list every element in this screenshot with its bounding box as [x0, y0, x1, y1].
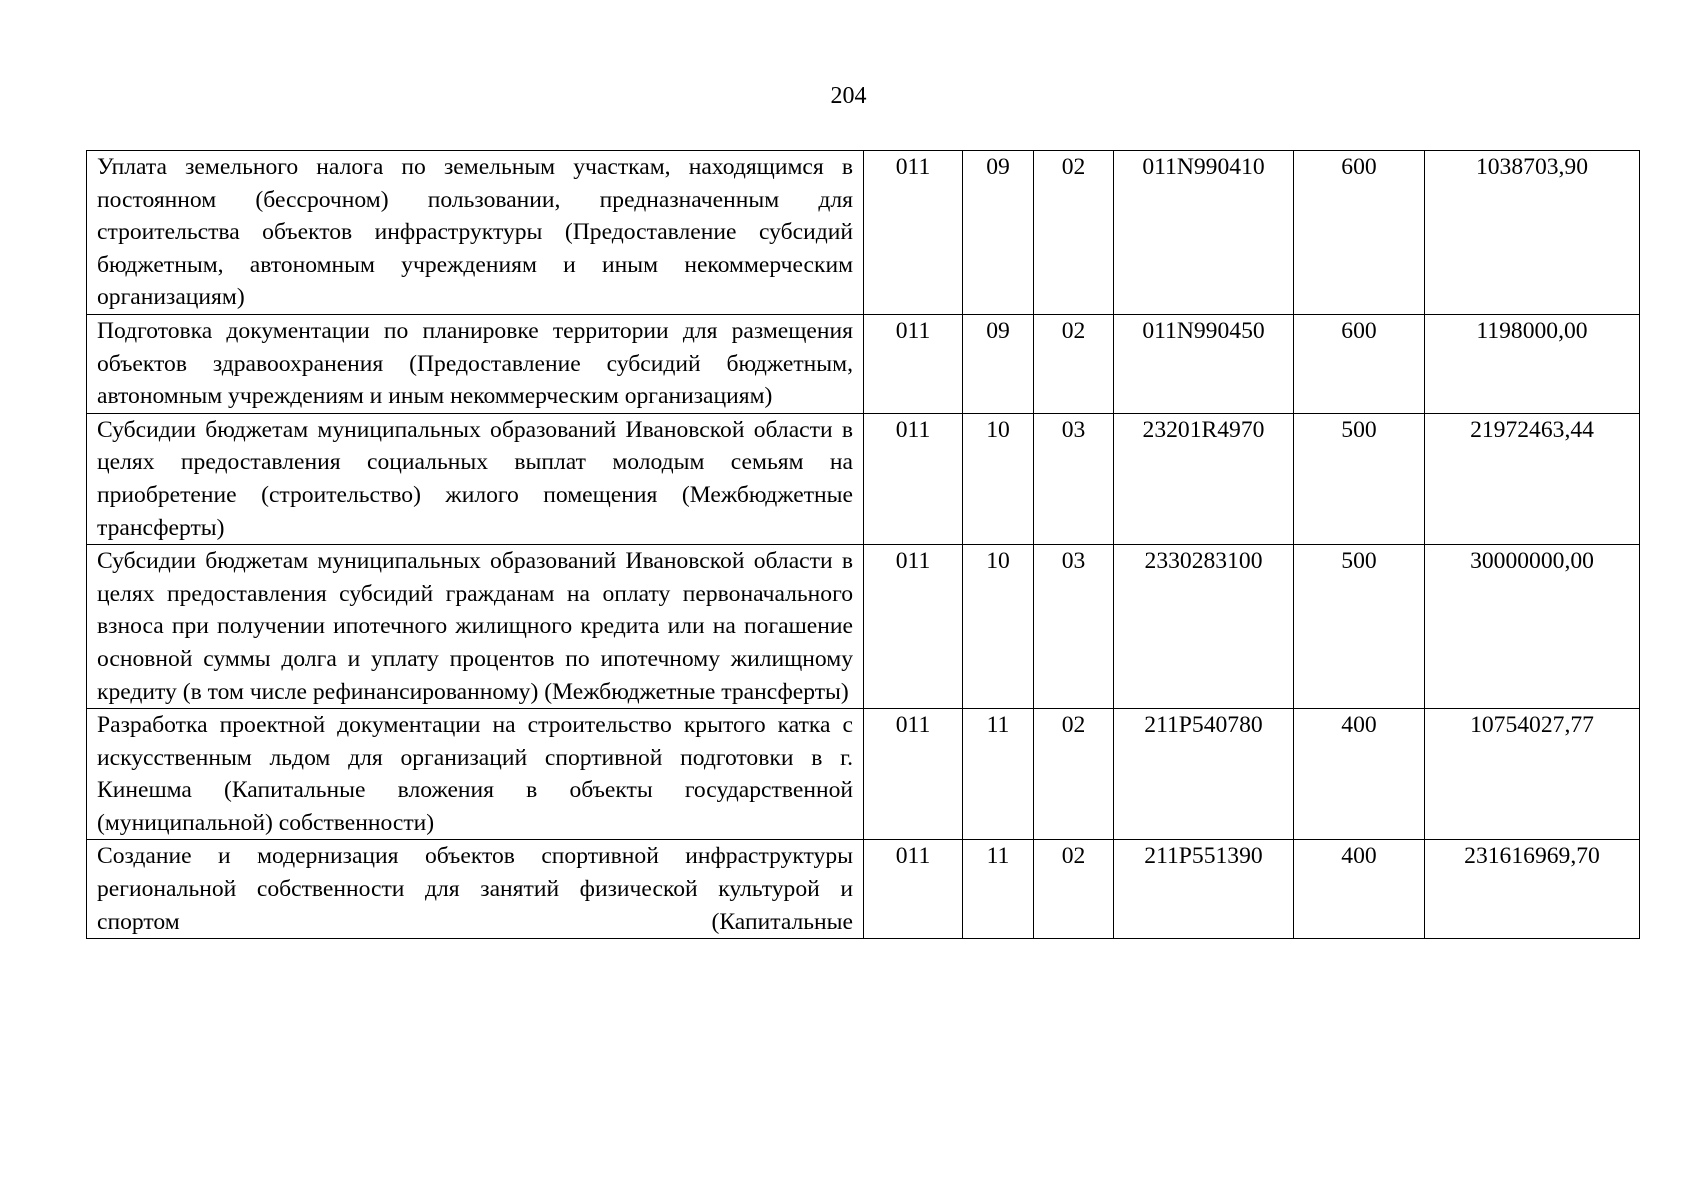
row-subsection-code: 02 — [1034, 840, 1114, 939]
row-target-code: 211P551390 — [1114, 840, 1294, 939]
row-subsection-code: 02 — [1034, 314, 1114, 413]
row-target-code: 011N990410 — [1114, 151, 1294, 315]
row-amount: 30000000,00 — [1425, 545, 1640, 709]
row-expense-type-code: 500 — [1294, 545, 1425, 709]
row-amount: 231616969,70 — [1425, 840, 1640, 939]
table-row — [87, 709, 1640, 840]
row-expense-type-code: 500 — [1294, 413, 1425, 544]
row-description: Уплата земельного налога по земельным участкам, находящимся в постоянном (бессрочном) пользовании, предназначенным для строительства объектов инфраструктуры (Предоставление субсидий бюджетным, автономным учреждениям и иным некоммерческим организациям) — [87, 151, 864, 315]
page-number: 204 — [830, 83, 867, 109]
row-expense-type-code: 400 — [1294, 709, 1425, 840]
row-subsection-code: 03 — [1034, 413, 1114, 544]
row-description: Субсидии бюджетам муниципальных образований Ивановской области в целях предоставления субсидий гражданам на оплату первоначального взноса при получении ипотечного жилищного кредита или на погашение основной суммы долга и уплату процентов по ипотечному жилищному кредиту (в том числе рефинансированному) (Межбюджетные трансферты) — [87, 545, 864, 709]
row-target-code: 2330283100 — [1114, 545, 1294, 709]
row-section-code: 09 — [963, 314, 1034, 413]
row-section-code: 11 — [963, 709, 1034, 840]
row-expense-type-code: 400 — [1294, 840, 1425, 939]
row-expense-type-code: 600 — [1294, 314, 1425, 413]
table-row — [87, 840, 1640, 939]
row-subsection-code: 02 — [1034, 151, 1114, 315]
row-grbs-code: 011 — [864, 151, 963, 315]
row-grbs-code: 011 — [864, 314, 963, 413]
row-description: Подготовка документации по планировке территории для размещения объектов здравоохранения (Предоставление субсидий бюджетным, автономным учреждениям и иным некоммерческим организациям) — [87, 314, 864, 413]
table-row — [87, 314, 1640, 413]
row-grbs-code: 011 — [864, 709, 963, 840]
row-section-code: 10 — [963, 413, 1034, 544]
row-target-code: 23201R4970 — [1114, 413, 1294, 544]
row-subsection-code: 02 — [1034, 709, 1114, 840]
row-grbs-code: 011 — [864, 545, 963, 709]
table-row — [87, 545, 1640, 709]
row-grbs-code: 011 — [864, 413, 963, 544]
row-amount: 10754027,77 — [1425, 709, 1640, 840]
budget-table — [86, 150, 1640, 939]
row-description: Субсидии бюджетам муниципальных образований Ивановской области в целях предоставления социальных выплат молодым семьям на приобретение (строительство) жилого помещения (Межбюджетные трансферты) — [87, 413, 864, 544]
row-grbs-code: 011 — [864, 840, 963, 939]
row-expense-type-code: 600 — [1294, 151, 1425, 315]
row-target-code: 211P540780 — [1114, 709, 1294, 840]
row-description: Создание и модернизация объектов спортивной инфраструктуры региональной собственности для занятий физической культурой и спортом (Капитальные — [87, 840, 864, 939]
row-section-code: 10 — [963, 545, 1034, 709]
table-row — [87, 151, 1640, 315]
row-section-code: 11 — [963, 840, 1034, 939]
row-description: Разработка проектной документации на строительство крытого катка с искусственным льдом для организаций спортивной подготовки в г. Кинешма (Капитальные вложения в объекты государственной (муниципальной) собственности) — [87, 709, 864, 840]
row-section-code: 09 — [963, 151, 1034, 315]
row-amount: 21972463,44 — [1425, 413, 1640, 544]
row-target-code: 011N990450 — [1114, 314, 1294, 413]
row-amount: 1198000,00 — [1425, 314, 1640, 413]
row-amount: 1038703,90 — [1425, 151, 1640, 315]
row-subsection-code: 03 — [1034, 545, 1114, 709]
table-row — [87, 413, 1640, 544]
